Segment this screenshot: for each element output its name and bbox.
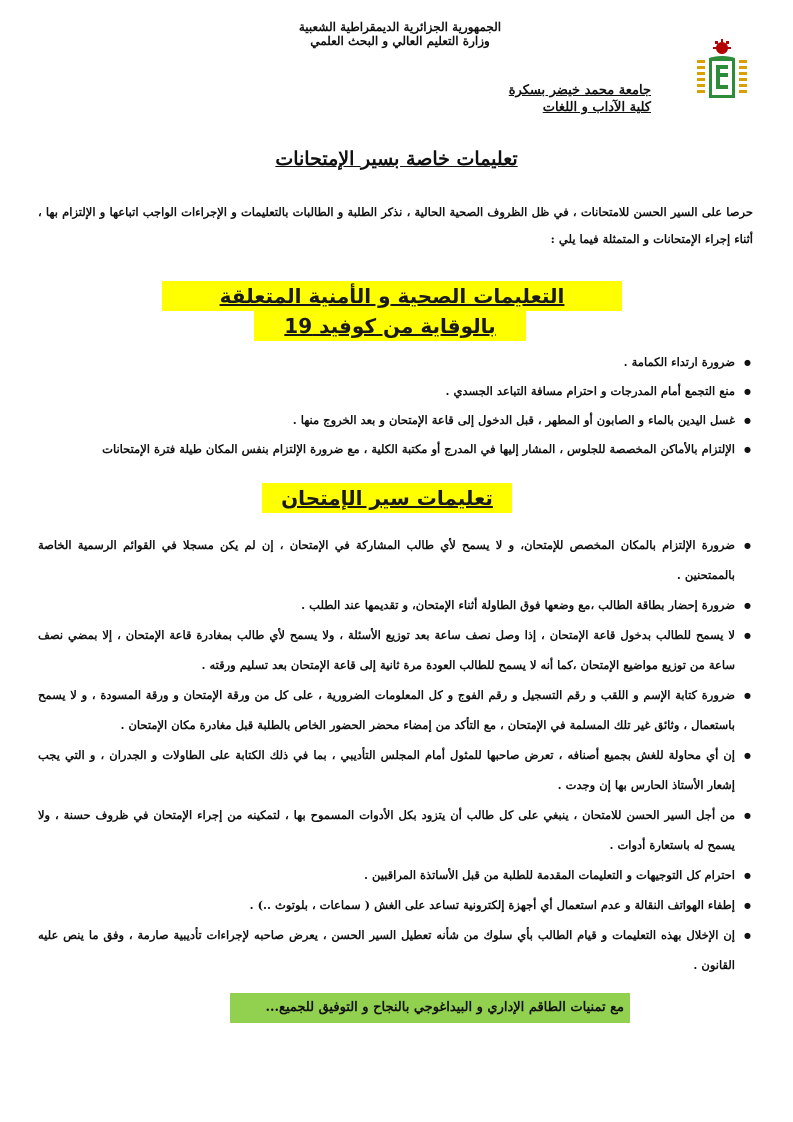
list-item: ● ضرورة إحضار بطاقة الطالب ،مع وضعها فوق الطاولة أثناء الإمتحان، و تقديمها عند الطلب . (38, 590, 753, 620)
list-item: ● إطفاء الهواتف النقالة و عدم استعمال أي أجهزة إلكترونية تساعد على الغش ( سماعات ، بلوتوث ..) . (38, 890, 753, 920)
list-item: ● إن الإخلال بهذه التعليمات و قيام الطالب بأي سلوك من شأنه تعطيل السير الحسن ، يعرض صاحبه لإجراءات تأديبية صارمة ، وفق ما ينص عليه القانون . (38, 920, 753, 980)
section2-heading: تعليمات سير الإمتحان (262, 483, 512, 513)
section1-heading-line2: بالوقاية من كوفيد 19 (254, 311, 526, 341)
list-item: ● احترام كل التوجيهات و التعليمات المقدمة للطلبة من قبل الأساتذة المراقبين . (38, 860, 753, 890)
list-item: ● من أجل السير الحسن للامتحان ، ينبغي على كل طالب أن يتزود بكل الأدوات المسموح بها ، لتمكينه من إجراء الإمتحان في ظروف حسنة ، ولا يسمح له باستعارة أدوات . (38, 800, 753, 860)
university-emblem-icon (681, 38, 763, 104)
intro-paragraph: حرصا على السير الحسن للامتحانات ، في ظل الظروف الصحية الحالية ، نذكر الطلبة و الطالبات بالتعليمات و الإجراءات الواجب اتباعها و الإلتزام بها ، أثناء إجراء الإمتحانات و المتمثلة فيما يلي : (38, 205, 753, 246)
university-name: جامعة محمد خيضر بسكرة (508, 83, 651, 98)
list-item: ● منع التجمع أمام المدرجات و احترام مسافة التباعد الجسدي . (38, 383, 753, 399)
exam-instructions-list (38, 530, 753, 980)
section1-heading-line1: التعليمات الصحية و الأمنية المتعلقة (162, 281, 622, 311)
list-item: ● لا يسمح للطالب بدخول قاعة الإمتحان ، إذا وصل نصف ساعة بعد توزيع الأسئلة ، ولا يسمح لأي طالب بمغادرة قاعة الإمتحان ، إلا بمضي نصف ساعة من توزيع مواضيع الإمتحان ،كما أنه لا يسمح للطالب العودة مرة ثانية إلى قاعة الإمتحان بعد تسليم ورقته . (38, 620, 753, 680)
health-instructions-list (38, 354, 753, 470)
faculty-name: كلية الآداب و اللغات (542, 100, 651, 115)
list-item: ● ضرورة كتابة الإسم و اللقب و رقم التسجيل و رقم الفوج و كل المعلومات الضرورية ، على كل من ورقة الإمتحان و ورقة المسودة ، و لا يسمح باستعمال ، وثائق غير تلك المسلمة في الإمتحان ، مع التأكد من إمضاء محضر الحضور الخاص بالطلبة قبل مغادرة مكان الإمتحان . (38, 680, 753, 740)
list-item: ● الإلتزام بالأماكن المخصصة للجلوس ، المشار إليها في المدرج أو مكتبة الكلية ، مع ضرورة الإلتزام بنفس المكان طيلة فترة الإمتحانات (38, 441, 753, 457)
closing-note: مع تمنيات الطاقم الإداري و البيداغوجي بالنجاح و التوفيق للجميع... (230, 993, 630, 1023)
ministry-header (250, 20, 550, 48)
ministry-name: وزارة التعليم العالي و البحث العلمي (310, 34, 490, 48)
list-item: ● غسل اليدين بالماء و الصابون أو المطهر ، قبل الدخول إلى قاعة الإمتحان و بعد الخروج منها . (38, 412, 753, 428)
document-title: تعليمات خاصة بسير الإمتحانات (275, 148, 518, 170)
list-item: ● إن أي محاولة للغش بجميع أصنافه ، تعرض صاحبها للمثول أمام المجلس التأديبي ، بما في ذلك الكتابة على الطاولات و الجدران ، و التي يجب إشعار الأستاذ الحارس بها إن وجدت . (38, 740, 753, 800)
list-item: ● ضرورة ارتداء الكمامة . (38, 354, 753, 370)
list-item: ● ضرورة الإلتزام بالمكان المخصص للإمتحان، و لا يسمح لأي طالب المشاركة في الإمتحان ، إن لم يكن مسجلا في القوائم الرسمية الخاصة بالممتحنين . (38, 530, 753, 590)
university-block (391, 82, 651, 116)
republic-name: الجمهورية الجزائرية الديمقراطية الشعبية (298, 20, 502, 34)
